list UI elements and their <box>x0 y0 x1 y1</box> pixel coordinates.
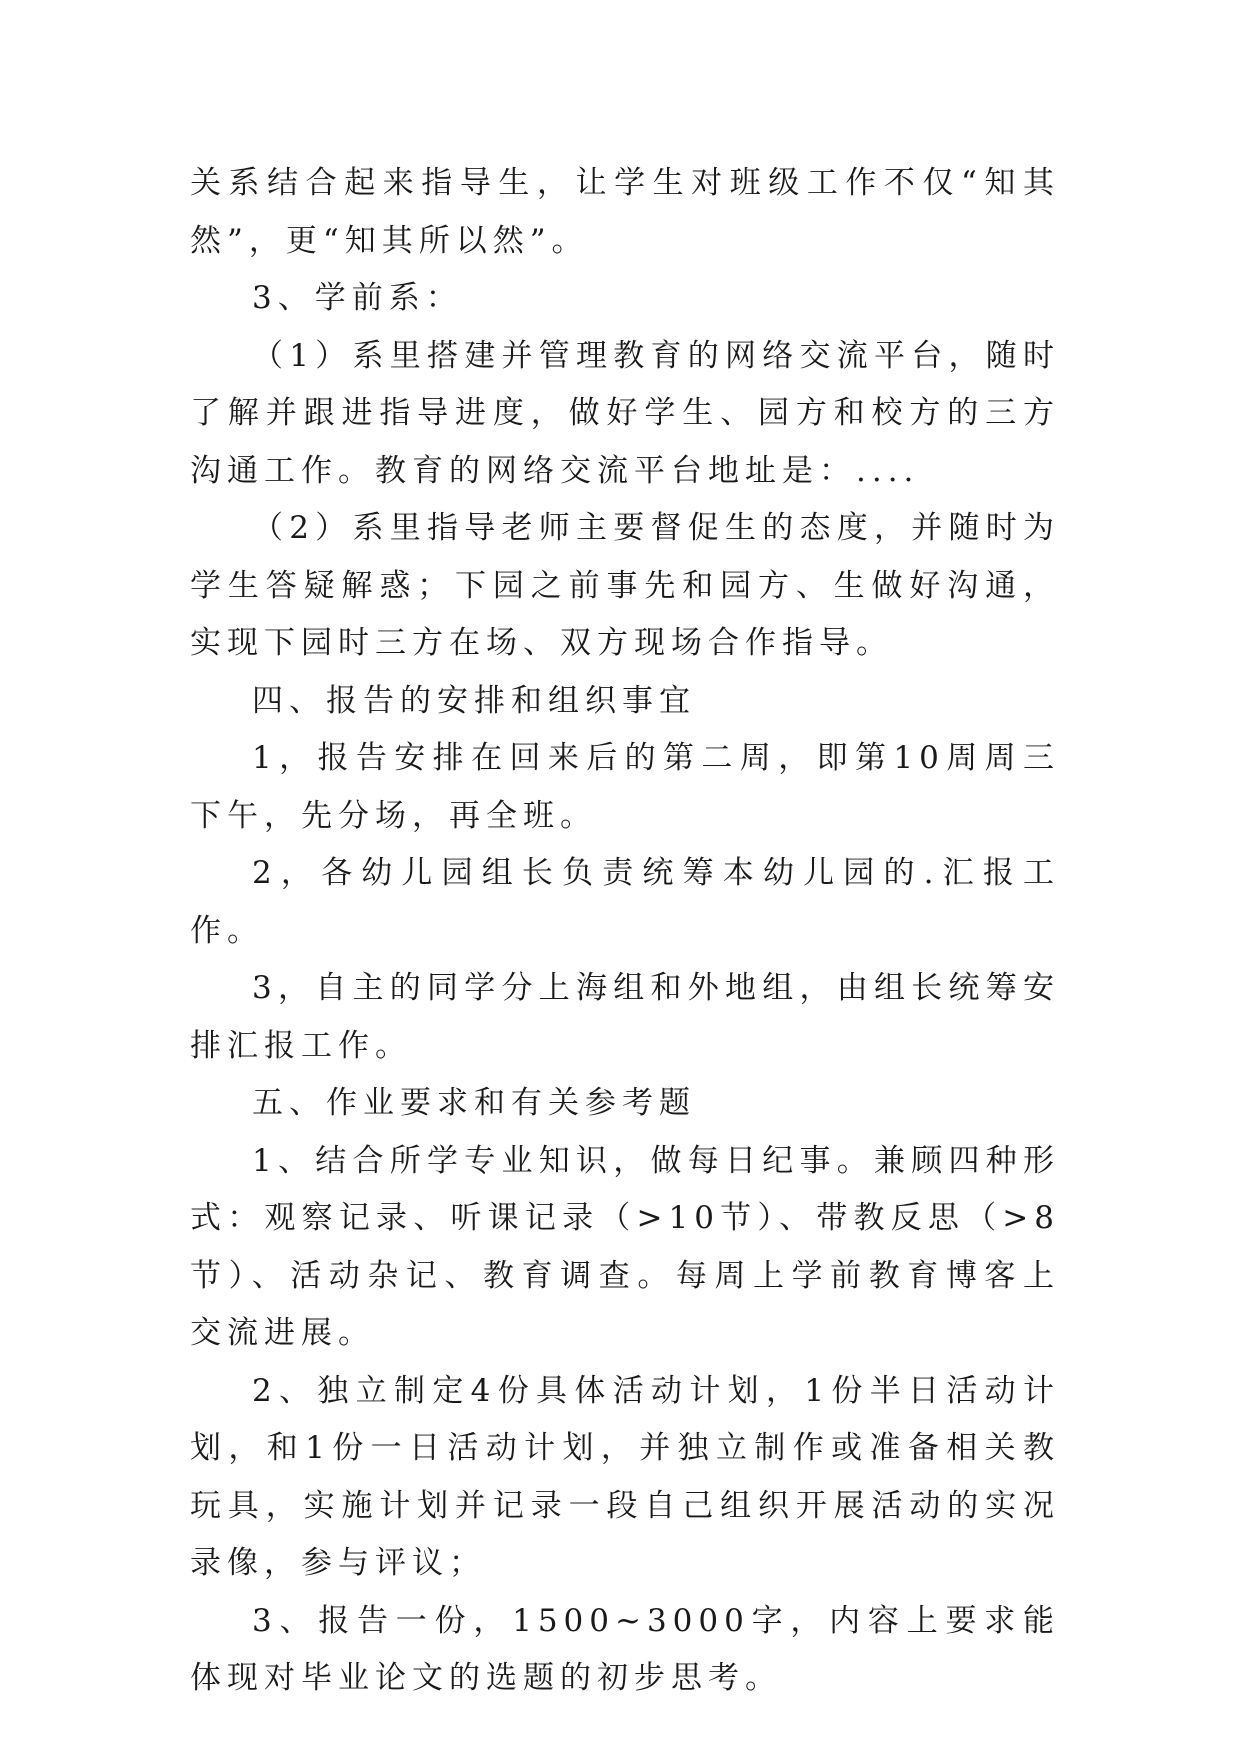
section-heading: 五、作业要求和有关参考题 <box>252 1085 696 1121</box>
document-body <box>190 155 1060 1708</box>
paragraph: （2）系里指导老师主要督促生的态度，并随时为学生答疑解惑；下园之前事先和园方、生做好沟通，实现下园时三方在场、双方现场合作指导。 <box>190 510 1060 661</box>
paragraph: 3、报告一份，1500~3000字，内容上要求能体现对毕业论文的选题的初步思考。 <box>190 1602 1060 1696</box>
paragraph: 1、结合所学专业知识，做每日纪事。兼顾四种形式：观察记录、听课记录（>10节）、带教反思（>8节）、活动杂记、教育调查。每周上学前教育博客上交流进展。 <box>190 1142 1060 1351</box>
paragraph: 2，各幼儿园组长负责统筹本幼儿园的.汇报工作。 <box>190 855 1060 949</box>
paragraph: （1）系里搭建并管理教育的网络交流平台，随时了解并跟进指导进度，做好学生、园方和校方的三方沟通工作。教育的网络交流平台地址是：.... <box>190 337 1060 489</box>
paragraph: 关系结合起来指导生，让学生对班级工作不仅“知其然”，更“知其所以然”。 <box>190 165 1060 259</box>
paragraph: 3，自主的同学分上海组和外地组，由组长统筹安排汇报工作。 <box>190 970 1060 1064</box>
paragraph: 1，报告安排在回来后的第二周，即第10周周三下午，先分场，再全班。 <box>190 740 1060 834</box>
paragraph: 3、学前系： <box>252 280 463 316</box>
paragraph: 2、独立制定4份具体活动计划，1份半日活动计划，和1份一日活动计划，并独立制作或准备相关教玩具，实施计划并记录一段自己组织开展活动的实况录像，参与评议； <box>190 1372 1060 1581</box>
section-heading: 四、报告的安排和组织事宜 <box>252 682 696 719</box>
